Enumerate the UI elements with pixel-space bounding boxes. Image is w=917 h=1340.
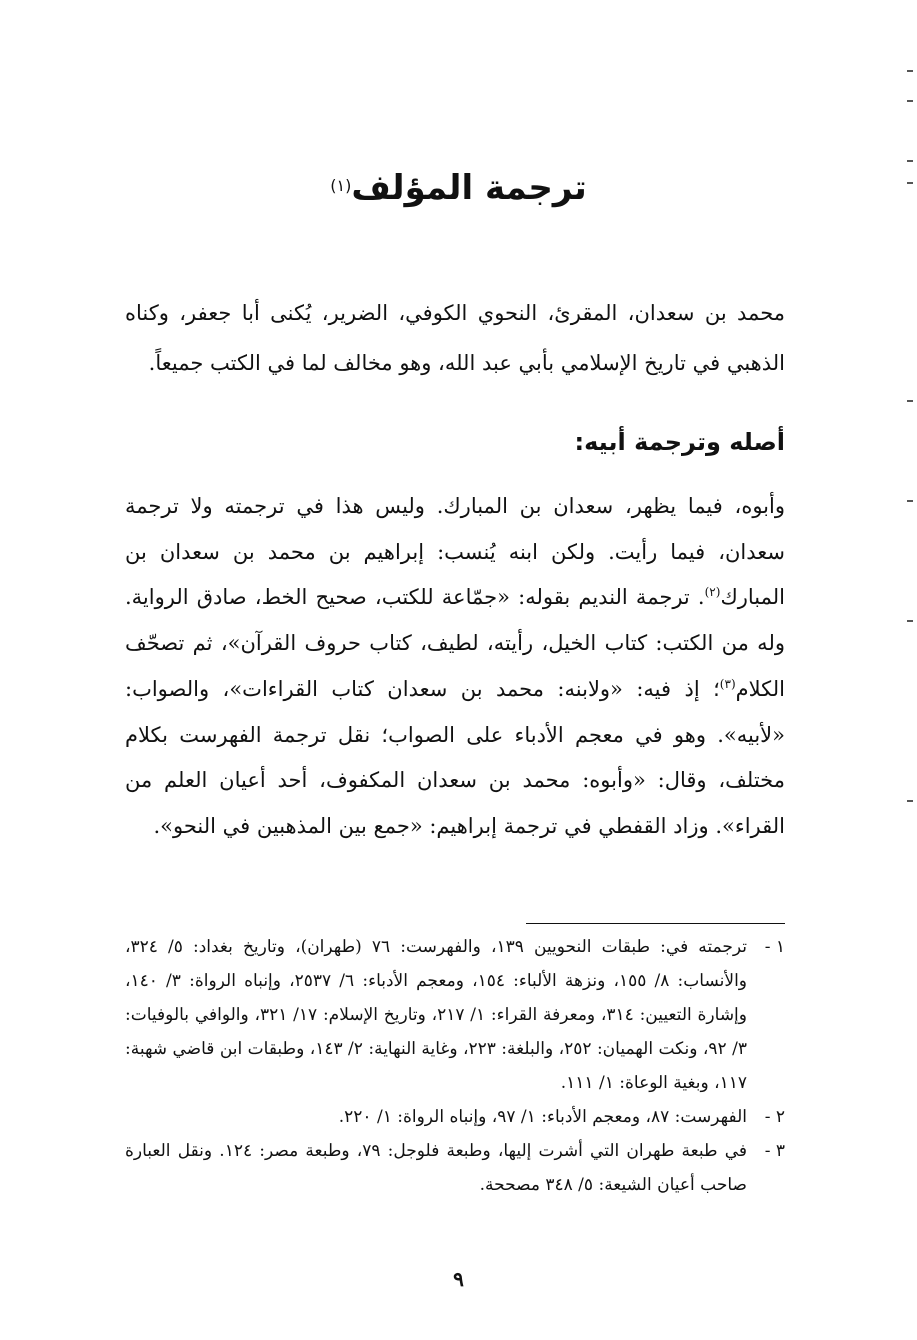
edge-mark (907, 500, 913, 502)
footnote-3 (125, 1134, 785, 1202)
footnote-ref-2: (٢) (704, 585, 721, 600)
page-title (0, 158, 917, 218)
intro-paragraph: محمد بن سعدان، المقرئ، النحوي الكوفي، الضرير، يُكنى أبا جعفر، وكناه الذهبي في تاريخ الإسلامي بأبي عبد الله، وهو مخالف لما في الكتب جميعاً. (125, 301, 785, 375)
body-text-part-1: وأبوه، فيما يظهر، سعدان بن المبارك. وليس هذا في ترجمته ولا ترجمة سعدان، فيما رأيت. ولكن ابنه يُنسب: إبراهيم بن محمد بن سعدان بن المبارك (125, 494, 785, 610)
footnote-2 (125, 1100, 785, 1134)
edge-mark (907, 70, 913, 72)
edge-mark (907, 182, 913, 184)
body-text-part-2: . ترجمة النديم بقوله: «جمّاعة للكتب، صحيح الخط، صادق الرواية. وله من الكتب: كتاب الخيل، رأيته، لطيف، كتاب حروف القرآن»، ثم تصحّف الكلام (125, 585, 785, 701)
edge-mark (907, 400, 913, 402)
edge-mark (907, 620, 913, 622)
edge-mark (907, 100, 913, 102)
footnote-number: ٣ - (764, 1141, 785, 1161)
footnote-text: الفهرست: ٨٧، ومعجم الأدباء: ١/ ٩٧، وإنباه الرواة: ١/ ٢٢٠. (338, 1107, 747, 1127)
body-paragraph (125, 484, 785, 850)
body-text-part-3: ؛ إذ فيه: «ولابنه: محمد بن سعدان كتاب القراءات»، والصواب: «لأبيه». وهو في معجم الأدباء على الصواب؛ نقل ترجمة الفهرست بكلام مختلف، وقال: «وأبوه: محمد بن سعدان المكفوف، أحد أعيان العلم من القراء». وزاد القفطي في ترجمة إبراهيم: «جمع بين المذهبين في النحو». (125, 676, 785, 838)
footnote-text: في طبعة طهران التي أشرت إليها، وطبعة فلوجل: ٧٩، وطبعة مصر: ١٢٤. ونقل العبارة صاحب أعيان الشيعة: ٥/ ٣٤٨ مصححة. (125, 1141, 747, 1195)
edge-mark (907, 160, 913, 162)
section-heading: أصله وترجمة أبيه: (574, 428, 785, 456)
title-footnote-ref: (١) (330, 176, 352, 195)
footnote-number: ١ - (764, 937, 785, 957)
footnote-separator (526, 923, 785, 924)
footnotes-list (125, 930, 785, 1202)
scan-edge-marks (901, 0, 913, 1340)
footnote-ref-3: (٣) (719, 676, 736, 691)
footnote-text: ترجمته في: طبقات النحويين ١٣٩، والفهرست: ٧٦ (طهران)، وتاريخ بغداد: ٥/ ٣٢٤، والأنساب: ٨/ ١٥٥، ونزهة الألباء: ١٥٤، ومعجم الأدباء: ٦/ ٢٥٣٧، وإنباه الرواة: ٣/ ١٤٠، وإشارة التعيين: ٣١٤، ومعرفة القراء: ١/ ٢١٧، وتاريخ الإسلام: ١٧/ ٣٢١، والوافي بالوفيات: ٣/ ٩٢، ونكت الهميان: ٢٥٢، والبلغة: ٢٢٣، وغاية النهاية: ٢/ ١٤٣، وطبقات ابن قاضي شهبة: ١١٧، وبغية الوعاة: ١/ ١١١. (125, 937, 747, 1093)
page-number: ٩ (453, 1267, 464, 1291)
footnote-1 (125, 930, 785, 1100)
title-text: ترجمة المؤلف (351, 168, 587, 208)
footnote-number: ٢ - (764, 1107, 785, 1127)
edge-mark (907, 800, 913, 802)
